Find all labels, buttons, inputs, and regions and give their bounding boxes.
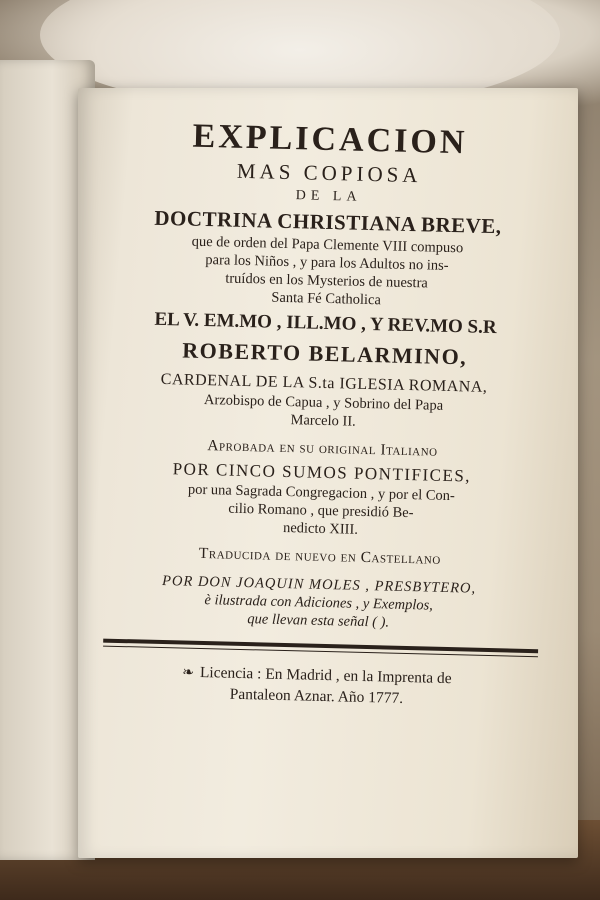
translation-line: Traducida de nuevo en Castellano xyxy=(198,544,441,568)
title-line-2: MAS COPIOSA xyxy=(236,158,422,188)
pontiffs-line-1: POR CINCO SUMOS PONTIFICES, xyxy=(172,459,472,486)
translator-line-3: que llevan esta señal ( ). xyxy=(247,611,390,631)
fleuron-icon: ❧ xyxy=(181,665,195,681)
description-line-4: Santa Fé Catholica xyxy=(271,289,382,309)
book-title: EXPLICACION xyxy=(192,117,468,162)
imprint-line-1-text: Licencia : En Madrid , en la Imprenta de xyxy=(199,663,452,688)
title-line-4: DOCTRINA CHRISTIANA BREVE, xyxy=(154,205,502,239)
title-page-text xyxy=(94,115,553,713)
honorific-line: EL V. EM.MO , ILL.MO , Y REV.MO S.R xyxy=(154,308,497,339)
approval-line: Aprobada en su original Italiano xyxy=(207,437,438,460)
description-line-2: para los Niños , y para los Adultos no ins- xyxy=(205,251,449,274)
archbishop-line-1: Arzobispo de Capua , y Sobrino del Papa xyxy=(203,391,444,414)
pontiffs-line-2: por una Sagrada Congregacion , y por el Con- xyxy=(187,481,456,505)
translator-line-1: POR DON JOAQUIN MOLES , PRESBYTERO, xyxy=(161,573,477,597)
translator-line-2: è ilustrada con Adiciones , y Exemplos, xyxy=(204,592,434,614)
description-line-1: que de orden del Papa Clemente VIII compuso xyxy=(191,233,464,257)
author-name: ROBERTO BELARMINO, xyxy=(182,337,468,370)
pontiffs-line-4: nedicto XIII. xyxy=(282,519,359,538)
pontiffs-line-3: cilio Romano , que presidió Be- xyxy=(228,500,414,522)
title-line-3: DE LA xyxy=(295,188,362,205)
archbishop-line-2: Marcelo II. xyxy=(290,412,356,430)
imprint-line-2: Pantaleon Aznar. Año 1777. xyxy=(229,685,404,707)
cardinal-line: CARDENAL DE LA S.ta IGLESIA ROMANA, xyxy=(160,370,488,396)
description-line-3: truídos en los Mysterios de nuestra xyxy=(225,270,429,292)
